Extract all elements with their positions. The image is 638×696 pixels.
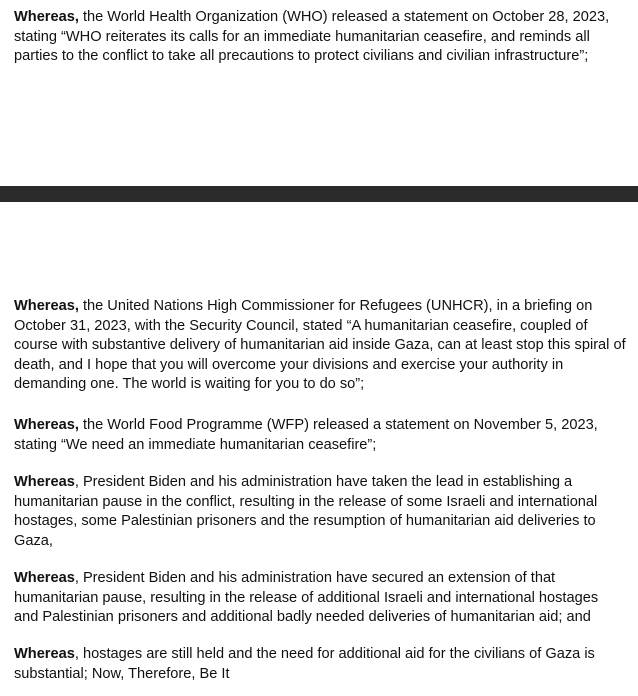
clause-lead: Whereas (14, 646, 75, 662)
clause-text: , President Biden and his administration have taken the lead in establishing a humanitarian pause in the conflict, resulting in the release of some Israeli and international hostages, some Palestinian prisoners and the resumption of humanitarian aid deliveries to Gaza, (14, 474, 598, 549)
clause-lead: Whereas, (14, 417, 79, 433)
clause-text: , hostages are still held and the need for additional aid for the civilians of Gaza is substantial; Now, Therefore, Be It (14, 646, 595, 682)
page-divider (0, 186, 638, 202)
whereas-clause-hostages (14, 645, 626, 684)
clause-text: , President Biden and his administration have secured an extension of that humanitarian pause, resulting in the release of additional Israeli and international hostages and Palestinian prisoners and additional badly needed deliveries of humanitarian aid; and (14, 570, 599, 625)
clause-lead: Whereas, (14, 298, 79, 314)
whereas-clause-wfp (14, 416, 626, 455)
whereas-clause-unhcr (14, 297, 626, 395)
whereas-clause-humanitarian-pause (14, 473, 626, 551)
whereas-clause-who (14, 8, 626, 67)
clause-lead: Whereas (14, 570, 75, 586)
clause-text: the United Nations High Commissioner for Refugees (UNHCR), in a briefing on October 31, 2023, with the Security Council, stated “A humanitarian ceasefire, coupled of course with substantive delivery of humanitarian aid inside Gaza, can at least stop this spiral of death, and I hope that you will overcome your divisions and exercise your authority in demanding one. The world is waiting for you to do so”; (14, 298, 626, 392)
clause-text: the World Health Organization (WHO) released a statement on October 28, 2023, stating “WHO reiterates its calls for an immediate humanitarian ceasefire, and reminds all parties to the conflict to take all precautions to protect civilians and civilian infrastructure”; (14, 9, 610, 64)
clause-text: the World Food Programme (WFP) released a statement on November 5, 2023, stating “We need an immediate humanitarian ceasefire”; (14, 417, 598, 453)
clause-lead: Whereas (14, 474, 75, 490)
clause-lead: Whereas, (14, 9, 79, 25)
whereas-clause-pause-extension (14, 569, 626, 628)
